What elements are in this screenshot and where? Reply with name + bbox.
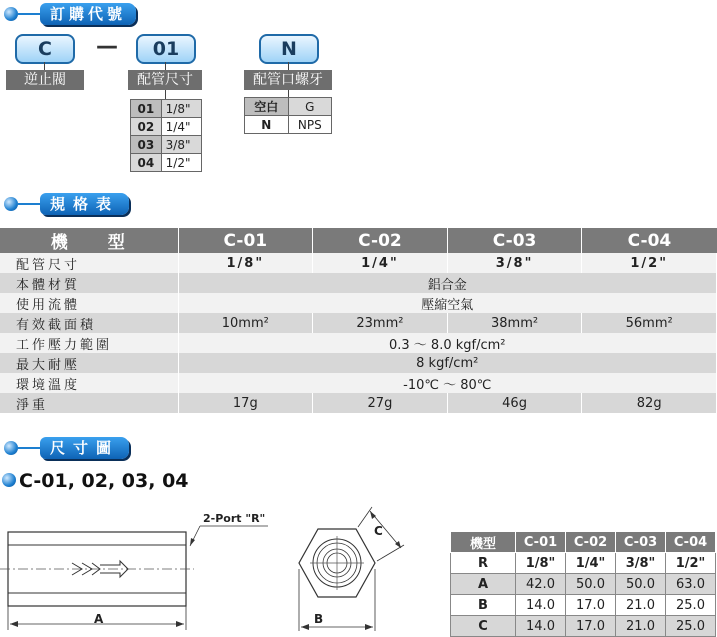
connector-line xyxy=(165,90,166,99)
spec-cell: 1/8" xyxy=(178,253,313,273)
size-option-row xyxy=(131,118,202,136)
section-title: 尺寸圖 xyxy=(40,437,129,459)
thread-option-row xyxy=(245,98,332,116)
spec-row-temperature xyxy=(0,373,717,393)
size-options-table xyxy=(130,99,202,172)
dimension-cell: 17.0 xyxy=(566,595,616,616)
size-option-row xyxy=(131,136,202,154)
spec-header-model: C-03 xyxy=(447,228,582,253)
dimension-row-key: R xyxy=(451,553,516,574)
size-option-value: 1/2" xyxy=(161,154,201,172)
spec-row-label: 工作壓力範圍 xyxy=(0,333,178,353)
dimension-cell: 25.0 xyxy=(666,595,716,616)
dimension-cell: 50.0 xyxy=(566,574,616,595)
spec-row-area xyxy=(0,313,717,333)
size-option-row xyxy=(131,100,202,118)
spec-cell: 壓縮空氣 xyxy=(178,293,717,313)
thread-option-code: 空白 xyxy=(245,98,289,116)
spec-row-label: 本體材質 xyxy=(0,273,178,293)
spec-header-label: 機 型 xyxy=(0,228,178,253)
dimension-cell: 21.0 xyxy=(616,595,666,616)
dimension-row xyxy=(451,595,716,616)
spec-row-label: 環境溫度 xyxy=(0,373,178,393)
spec-cell: 8 kgf/cm² xyxy=(178,353,717,373)
spec-cell: 10mm² xyxy=(178,313,313,333)
dimension-row xyxy=(451,574,716,595)
connector-line xyxy=(288,62,289,70)
spec-cell: 鋁合金 xyxy=(178,273,717,293)
dimension-cell: 14.0 xyxy=(516,595,566,616)
header-line xyxy=(18,13,40,15)
header-line xyxy=(18,447,40,449)
thread-code-box: N xyxy=(259,34,319,64)
section-title: 規格表 xyxy=(40,193,129,215)
spec-header-model: C-02 xyxy=(313,228,448,253)
size-label: 配管尺寸 xyxy=(128,70,202,90)
spec-row-label: 有效截面積 xyxy=(0,313,178,333)
spec-cell: 56mm² xyxy=(582,313,717,333)
spec-table xyxy=(0,228,717,413)
connector-line xyxy=(44,62,45,70)
dimension-row-key: C xyxy=(451,616,516,637)
size-code-box: 01 xyxy=(136,34,196,64)
dimension-header-cell: C-01 xyxy=(516,532,566,553)
thread-option-row xyxy=(245,116,332,134)
series-label: 逆止閥 xyxy=(6,70,84,90)
bullet-icon xyxy=(4,441,18,455)
spec-row-max-pressure xyxy=(0,353,717,373)
size-option-value: 1/8" xyxy=(161,100,201,118)
spec-row-pressure-range xyxy=(0,333,717,353)
dimension-header-cell: C-04 xyxy=(666,532,716,553)
dimension-cell: 1/4" xyxy=(566,553,616,574)
spec-row-label: 配管尺寸 xyxy=(0,253,178,273)
spec-cell: 23mm² xyxy=(313,313,448,333)
spec-cell: 1/2" xyxy=(582,253,717,273)
dimension-row xyxy=(451,553,716,574)
spec-header-model: C-04 xyxy=(582,228,717,253)
dimension-table xyxy=(450,531,716,637)
section-header-spec xyxy=(2,193,152,217)
spec-row-label: 使用流體 xyxy=(0,293,178,313)
dimension-header-cell: C-02 xyxy=(566,532,616,553)
size-option-code: 01 xyxy=(131,100,162,118)
thread-options-table xyxy=(244,97,332,134)
spec-row-fluid xyxy=(0,293,717,313)
dimension-b-label: B xyxy=(314,612,324,626)
spec-row-weight xyxy=(0,393,717,413)
connector-line xyxy=(165,62,166,70)
thread-option-code: N xyxy=(245,116,289,134)
dimension-a-label: A xyxy=(94,612,104,626)
dimension-cell: 63.0 xyxy=(666,574,716,595)
dimension-row xyxy=(451,616,716,637)
size-option-value: 3/8" xyxy=(161,136,201,154)
spec-row-material xyxy=(0,273,717,293)
spec-cell: 27g xyxy=(313,393,448,413)
bullet-icon xyxy=(2,473,16,487)
size-option-row xyxy=(131,154,202,172)
size-option-code: 02 xyxy=(131,118,162,136)
dimension-row-key: A xyxy=(451,574,516,595)
section-header-dimensions xyxy=(2,437,152,461)
spec-cell: -10℃ ～ 80℃ xyxy=(178,373,717,393)
dimension-cell: 3/8" xyxy=(616,553,666,574)
dimension-cell: 1/2" xyxy=(666,553,716,574)
dimension-row-key: B xyxy=(451,595,516,616)
dimension-c-label: C xyxy=(374,524,383,538)
spec-cell: 46g xyxy=(447,393,582,413)
spec-cell: 17g xyxy=(178,393,313,413)
dimension-cell: 1/8" xyxy=(516,553,566,574)
port-label: 2-Port "R" xyxy=(203,512,266,525)
thread-option-value: NPS xyxy=(288,116,331,134)
spec-row-label: 最大耐壓 xyxy=(0,353,178,373)
section-header-order xyxy=(2,3,152,27)
dimension-header-cell: C-03 xyxy=(616,532,666,553)
thread-label: 配管口螺牙 xyxy=(244,70,332,90)
connector-line xyxy=(288,90,289,97)
dimension-cell: 25.0 xyxy=(666,616,716,637)
spec-cell: 0.3 ～ 8.0 kgf/cm² xyxy=(178,333,717,353)
size-option-code: 04 xyxy=(131,154,162,172)
header-line xyxy=(18,203,40,205)
size-option-value: 1/4" xyxy=(161,118,201,136)
end-view-drawing xyxy=(280,505,420,636)
dimension-cell: 50.0 xyxy=(616,574,666,595)
spec-cell: 3/8" xyxy=(447,253,582,273)
series-code-box: C xyxy=(15,34,75,64)
section-title: 訂購代號 xyxy=(40,3,136,25)
dimension-cell: 42.0 xyxy=(516,574,566,595)
bullet-icon xyxy=(4,7,18,21)
side-view-drawing xyxy=(0,508,280,636)
bullet-icon xyxy=(4,197,18,211)
thread-option-value: G xyxy=(288,98,331,116)
spec-header-row xyxy=(0,228,717,253)
spec-header-model: C-01 xyxy=(178,228,313,253)
dimension-header-row xyxy=(451,532,716,553)
dimension-cell: 17.0 xyxy=(566,616,616,637)
size-option-code: 03 xyxy=(131,136,162,154)
dimension-cell: 14.0 xyxy=(516,616,566,637)
dimension-cell: 21.0 xyxy=(616,616,666,637)
dimension-header-cell: 機型 xyxy=(451,532,516,553)
models-title: C-01, 02, 03, 04 xyxy=(19,470,189,492)
spec-cell: 1/4" xyxy=(313,253,448,273)
spec-row-label: 淨重 xyxy=(0,393,178,413)
spec-cell: 38mm² xyxy=(447,313,582,333)
code-dash: — xyxy=(96,34,118,59)
spec-cell: 82g xyxy=(582,393,717,413)
spec-row-pipe-size xyxy=(0,253,717,273)
